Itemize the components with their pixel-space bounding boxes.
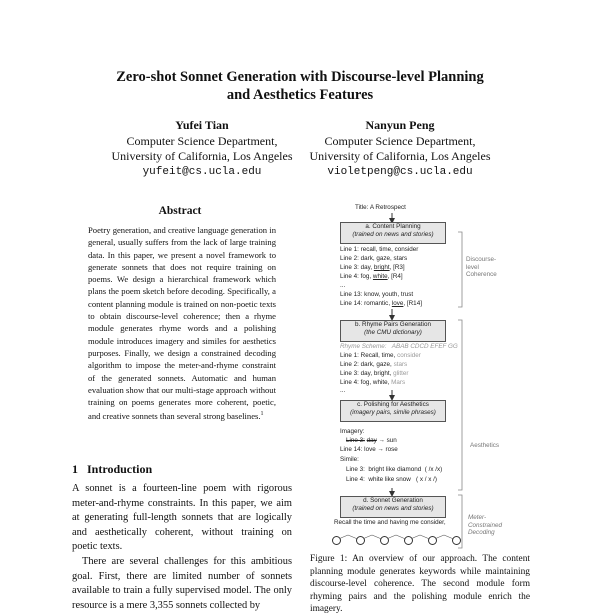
decoding-node bbox=[380, 536, 389, 545]
author-email[interactable]: yufeit@cs.ucla.edu bbox=[142, 165, 262, 178]
rhyme-line: Line 4: fog, white, Mars bbox=[340, 379, 406, 386]
content-line: Line 13: know, youth, trust bbox=[340, 291, 414, 298]
section-heading bbox=[72, 462, 152, 477]
sonnet-generation-box bbox=[340, 496, 446, 518]
abstract-text bbox=[88, 224, 276, 423]
decoding-lattice bbox=[336, 535, 456, 540]
decoding-output: Recall the time and having me consider, bbox=[334, 519, 446, 526]
section-title: Introduction bbox=[87, 462, 153, 476]
decoding-node bbox=[428, 536, 437, 545]
box-d-subtitle: (trained on news and stories) bbox=[352, 505, 434, 512]
author-email[interactable]: violetpeng@cs.ucla.edu bbox=[327, 165, 473, 178]
figure-1 bbox=[300, 200, 540, 550]
rhyme-line: Line 1: Recall, time, consider bbox=[340, 352, 421, 359]
author-block-1 bbox=[92, 118, 312, 180]
imagery-line: Line 3: day → sun bbox=[346, 437, 397, 444]
intro-paragraph-2: There are several challenges for this ambitious goal. First, there are limited number of sonnets available to train a fully supervised model. The only resource is a mere 3,355 sonnets collected by bbox=[72, 555, 292, 611]
author-dept: Computer Science Department, bbox=[324, 133, 476, 148]
box-b-title: b. Rhyme Pairs Generation bbox=[355, 321, 431, 328]
abstract-body: Poetry generation, and creative language generation in general, usually suffers from the lack of large training data. In this paper, we present a novel framework to generate sonnets that does not require training on poems. We design a hierarchical framework which plans the poem sketch before decoding. Specifically, a content planning module is trained on non-poetic texts to obtain discourse-level coherence; then a rhyme module generates rhyme words and a polishing module introduces imagery and similes for aesthetics purposes. Finally, we design a constrained decoding algorithm to impose the meter-and-rhyme constraint of the generated sonnets. Automatic and human evaluation show that our multi-stage approach without training on poems generates more coherent, poetic, and creative sonnets than several strong baselines. bbox=[88, 225, 276, 422]
box-a-title: a. Content Planning bbox=[365, 223, 421, 230]
author-dept: Computer Science Department, bbox=[126, 133, 278, 148]
box-b-subtitle: (the CMU dictionary) bbox=[364, 329, 422, 336]
author-block-2 bbox=[290, 118, 510, 180]
abstract-heading: Abstract bbox=[158, 205, 202, 217]
decoding-node bbox=[356, 536, 365, 545]
content-planning-box bbox=[340, 222, 446, 244]
decoding-node bbox=[404, 536, 413, 545]
box-d-title: d. Sonnet Generation bbox=[363, 497, 423, 504]
rhyme-line: Line 2: dark, gaze, stars bbox=[340, 361, 408, 368]
title-line-2: and Aesthetics Features bbox=[226, 87, 374, 103]
label-aesthetics: Aesthetics bbox=[470, 442, 500, 449]
footnote-mark: 1 bbox=[260, 411, 264, 418]
imagery-label: Imagery: bbox=[340, 428, 365, 435]
ellipsis: ... bbox=[340, 387, 346, 394]
author-name: Nanyun Peng bbox=[365, 118, 435, 132]
bracket-discourse bbox=[458, 232, 462, 307]
simile-line: Line 4: white like snow ( x / x /) bbox=[346, 476, 438, 483]
content-line: Line 14: romantic, love, [R14] bbox=[340, 300, 422, 307]
box-c-title: c. Polishing for Aesthetics bbox=[357, 401, 429, 408]
content-line: Line 2: dark, gaze, stars bbox=[340, 255, 408, 262]
rhyme-line: Line 3: day, bright, glitter bbox=[340, 370, 409, 377]
section-number: 1 bbox=[72, 462, 78, 476]
figure-caption: Figure 1: An overview of our approach. The content planning module generates keywords while maintaining discourse-level coherence. The second module form rhyming pairs and the polishing module enrich the imagery. bbox=[310, 554, 530, 614]
polishing-box bbox=[340, 400, 446, 422]
author-univ: University of California, Los Angeles bbox=[309, 149, 491, 163]
figure-poem-title: Title: A Retrospect bbox=[355, 204, 406, 211]
content-line: Line 3: day, bright, [R3] bbox=[340, 264, 405, 271]
intro-paragraph-1: A sonnet is a fourteen-line poem with rigorous meter-and-rhyme constraints. In this paper, we aim at generating full-length sonnets that are logically and aesthetically coherent, without training on poetic texts. bbox=[72, 483, 292, 553]
intro-text bbox=[72, 482, 292, 613]
decoding-node bbox=[452, 536, 461, 545]
decoding-node bbox=[332, 536, 341, 545]
label-meter-constrained-decoding: Meter- Constrained Decoding bbox=[468, 514, 502, 536]
content-line: Line 4: fog, white, [R4] bbox=[340, 273, 403, 280]
bracket-aesthetics bbox=[458, 320, 462, 490]
box-a-subtitle: (trained on news and stories) bbox=[352, 231, 434, 238]
author-name: Yufei Tian bbox=[175, 118, 229, 132]
ellipsis: ... bbox=[340, 282, 346, 289]
author-univ: University of California, Los Angeles bbox=[111, 149, 293, 163]
rhyme-pairs-box bbox=[340, 320, 446, 342]
simile-label: Simile: bbox=[340, 456, 359, 463]
box-c-subtitle: (imagery pairs, simile phrases) bbox=[350, 409, 436, 416]
paper-title bbox=[0, 68, 600, 104]
content-line: Line 1: recall, time, consider bbox=[340, 246, 419, 253]
rhyme-scheme: Rhyme Scheme: ABAB CDCD EFEF GG bbox=[340, 343, 458, 350]
imagery-line: Line 14: love → rose bbox=[340, 446, 398, 453]
simile-line: Line 3: bright like diamond ( /x /x) bbox=[346, 466, 443, 473]
label-discourse-coherence: Discourse- level Coherence bbox=[466, 256, 497, 278]
title-line-1: Zero-shot Sonnet Generation with Discourse-level Planning bbox=[116, 69, 484, 85]
